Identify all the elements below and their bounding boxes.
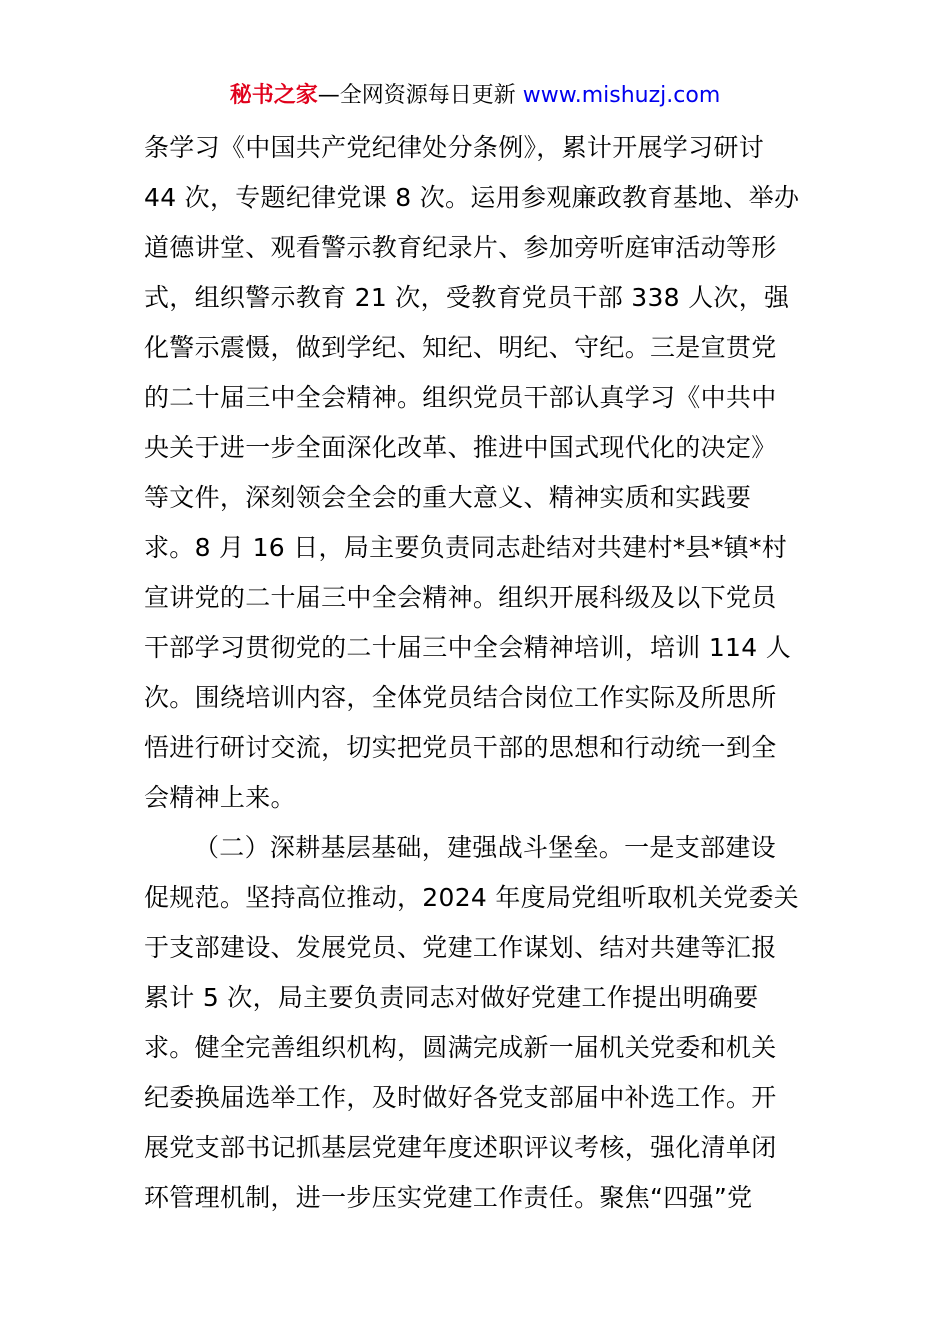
- text-line: 化警示震慑，做到学纪、知纪、明纪、守纪。三是宣贯党: [144, 333, 777, 362]
- section-heading-line: （二）深耕基层基础，建强战斗堡垒。一是支部建设: [194, 833, 776, 862]
- text-line: 悟进行研讨交流，切实把党员干部的思想和行动统一到全: [144, 733, 777, 762]
- document-body: [144, 123, 808, 1223]
- site-name: 秘书之家: [229, 83, 318, 108]
- text-line: 于支部建设、发展党员、党建工作谋划、结对共建等汇报: [144, 933, 777, 962]
- text-line: 干部学习贯彻党的二十届三中全会精神培训，培训 114 人: [144, 633, 792, 662]
- site-header: [0, 80, 950, 112]
- text-line: 宣讲党的二十届三中全会精神。组织开展科级及以下党员: [144, 583, 777, 612]
- text-line: 求。8 月 16 日，局主要负责同志赴结对共建村*县*镇*村: [144, 533, 788, 562]
- text-line: 等文件，深刻领会全会的重大意义、精神实质和实践要: [144, 483, 752, 512]
- text-line: 纪委换届选举工作，及时做好各党支部届中补选工作。开: [144, 1083, 777, 1112]
- text-line: 次。围绕培训内容，全体党员结合岗位工作实际及所思所: [144, 683, 777, 712]
- text-line: 累计 5 次，局主要负责同志对做好党建工作提出明确要: [144, 983, 759, 1012]
- text-line: 道德讲堂、观看警示教育纪录片、参加旁听庭审活动等形: [144, 233, 777, 262]
- text-line: 促规范。坚持高位推动，2024 年度局党组听取机关党委关: [144, 883, 799, 912]
- text-line: 条学习《中国共产党纪律处分条例》，累计开展学习研讨: [144, 133, 765, 162]
- text-line: 会精神上来。: [144, 783, 296, 812]
- site-url-link[interactable]: www.mishuzj.com: [522, 83, 721, 108]
- text-line: 式，组织警示教育 21 次，受教育党员干部 338 人次，强: [144, 283, 790, 312]
- text-line: 央关于进一步全面深化改革、推进中国式现代化的决定》: [144, 433, 777, 462]
- text-line: 展党支部书记抓基层党建年度述职评议考核，强化清单闭: [144, 1133, 777, 1162]
- text-line: 环管理机制，进一步压实党建工作责任。聚焦“四强”党: [144, 1183, 753, 1212]
- text-line: 求。健全完善组织机构，圆满完成新一届机关党委和机关: [144, 1033, 777, 1062]
- site-tagline: —全网资源每日更新: [317, 83, 523, 108]
- text-line: 44 次，专题纪律党课 8 次。运用参观廉政教育基地、举办: [144, 183, 800, 212]
- text-line: 的二十届三中全会精神。组织党员干部认真学习《中共中: [144, 383, 777, 412]
